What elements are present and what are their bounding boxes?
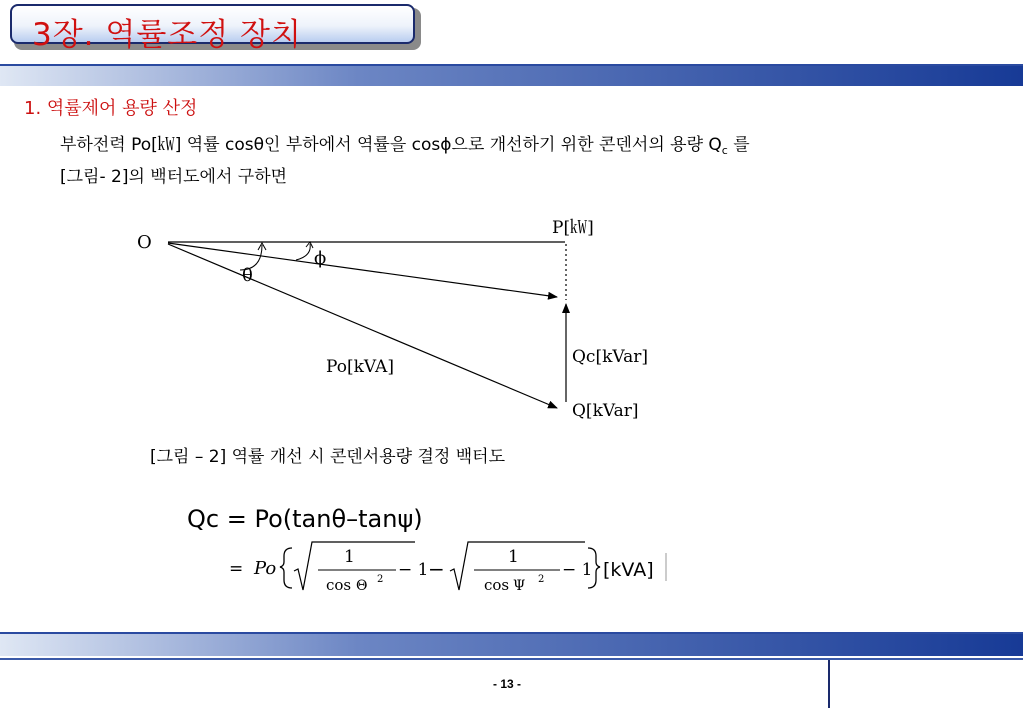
body-line-1-tail: 를	[727, 135, 750, 155]
page-number: - 13 -	[493, 677, 522, 691]
formula-theta-symbol: Θ	[356, 578, 368, 594]
formula-minus-one-1: − 1	[398, 560, 429, 580]
formula-minus-middle: −	[428, 557, 445, 581]
formula-numerator-1: 1	[344, 547, 355, 567]
formula-numerator-2: 1	[508, 547, 519, 567]
phi-label: ϕ	[314, 248, 327, 269]
body-line-2: [그림- 2]의 백터도에서 구하면	[60, 167, 288, 187]
qc-subscript: c	[721, 144, 728, 157]
formula-minus-one-2: − 1	[562, 560, 593, 580]
formula-square-1: 2	[377, 574, 384, 585]
section-heading: 1. 역률제어 용량 산정	[24, 98, 198, 119]
formula-left-brace	[280, 548, 292, 588]
footer-rule	[0, 658, 1023, 660]
page-title: 3장. 역률조정 장치	[32, 17, 302, 53]
theta-label: θ	[242, 265, 253, 286]
formula-cos-theta: cos	[326, 576, 352, 594]
body-line-1-text: 부하전력 Po[㎾] 역률 cosθ인 부하에서 역률을 cosϕ으로 개선하기 위한 콘덴서의 용량 Q	[60, 135, 722, 155]
qc-label: Qc[kVar]	[572, 347, 649, 367]
formula-psi-symbol: Ψ	[513, 578, 526, 594]
footer-divider	[828, 660, 830, 708]
formula-po: Po	[254, 558, 277, 579]
q-label: Q[kVar]	[572, 401, 639, 421]
formula-unit: [kVA]	[603, 559, 654, 581]
po-label: Po[kVA]	[326, 357, 394, 377]
footer-band	[0, 632, 1023, 656]
p-label: P[㎾]	[552, 218, 594, 238]
origin-label: O	[137, 232, 152, 253]
formula-line-1: Qc = Po(tanθ–tanψ)	[187, 505, 423, 533]
figure-caption: [그림 – 2] 역률 개선 시 콘덴서용량 결정 백터도	[150, 447, 505, 467]
formula-square-2: 2	[538, 574, 545, 585]
formula-cos-psi: cos	[484, 576, 510, 594]
formula-equals: =	[229, 559, 244, 579]
